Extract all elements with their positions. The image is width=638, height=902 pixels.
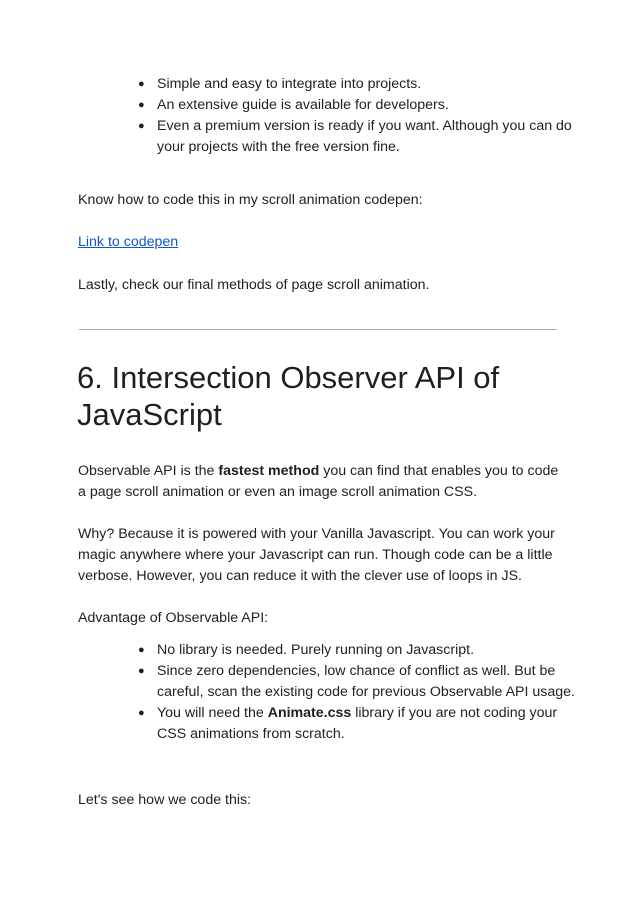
list-item xyxy=(138,640,577,661)
lastly-paragraph: Lastly, check our final methods of page scroll animation. xyxy=(78,277,430,293)
list-item xyxy=(138,703,577,745)
list-item xyxy=(138,74,577,95)
feature-list-top xyxy=(138,74,577,158)
section-divider xyxy=(79,329,557,330)
list-item-bold: Animate.css xyxy=(267,705,352,721)
list-item-text: Even a premium version is ready if you want. Although you can do your projects with the free version fine. xyxy=(157,118,572,155)
bullet-icon: ● xyxy=(138,707,145,719)
observable-intro-bold: fastest method xyxy=(218,463,320,479)
advantage-list xyxy=(138,640,577,745)
bullet-icon: ● xyxy=(138,120,145,132)
bullet-icon: ● xyxy=(138,78,145,90)
list-item-text: An extensive guide is available for developers. xyxy=(157,97,449,113)
list-item xyxy=(138,661,577,703)
lets-see-paragraph: Let's see how we code this: xyxy=(78,792,252,808)
list-item xyxy=(138,116,577,158)
observable-intro-text-start: Observable API is the xyxy=(78,463,219,479)
list-item-text-end: library if you are not coding your CSS animations from scratch. xyxy=(157,705,558,742)
section-heading: 6. Intersection Observer API of JavaScript xyxy=(77,360,500,432)
list-item-text-start: You will need the xyxy=(157,705,268,721)
list-item-text: No library is needed. Purely running on Javascript. xyxy=(157,642,475,658)
advantage-label: Advantage of Observable API: xyxy=(78,610,269,626)
codepen-link-paragraph xyxy=(78,232,568,253)
observable-intro-text-end: you can find that enables you to code a page scroll animation or even an image scroll animation CSS. xyxy=(78,463,559,500)
bullet-icon: ● xyxy=(138,644,145,656)
bullet-icon: ● xyxy=(138,99,145,111)
bullet-icon: ● xyxy=(138,665,145,677)
list-item-text: Since zero dependencies, low chance of conflict as well. But be careful, scan the existing code for previous Observable API usage. xyxy=(157,663,575,700)
codepen-intro-paragraph: Know how to code this in my scroll animation codepen: xyxy=(78,192,423,208)
list-item xyxy=(138,95,577,116)
why-paragraph: Why? Because it is powered with your Vanilla Javascript. You can work your magic anywhere where your Javascript can run. Though code can be a little verbose. However, you can reduce it with the clever use of loops in JS. xyxy=(78,526,555,584)
list-item-text: Simple and easy to integrate into projects. xyxy=(157,76,422,92)
codepen-link[interactable]: Link to codepen xyxy=(78,234,179,250)
observable-intro-paragraph xyxy=(78,461,568,503)
